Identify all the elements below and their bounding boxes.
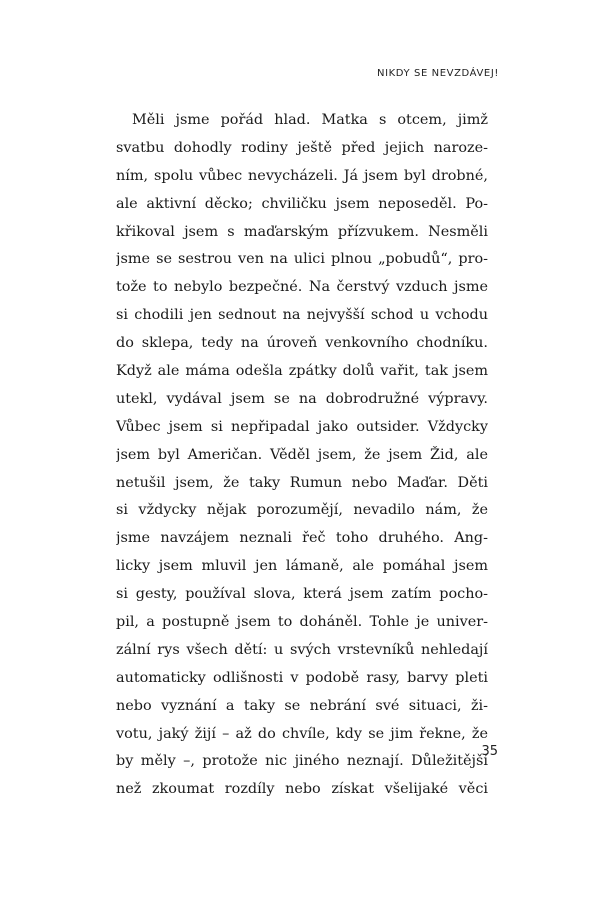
text-line: si gesty, používal slova, která jsem zatím pocho-	[116, 586, 488, 603]
text-line: zální rys všech dětí: u svých vrstevníků nehledají	[116, 641, 488, 658]
body-text	[116, 107, 488, 804]
text-line: automaticky odlišnosti v podobě rasy, barvy pleti	[116, 669, 488, 686]
text-line: Měli jsme pořád hlad. Matka s otcem, jimž	[132, 112, 488, 128]
text-line: Když ale máma odešla zpátky dolů vařit, tak jsem	[116, 363, 488, 380]
text-line: do sklepa, tedy na úroveň venkovního chodníku.	[116, 335, 488, 352]
text-line: svatbu dohodly rodiny ještě před jejich naroze-	[116, 139, 488, 156]
text-line: votu, jaký žijí – až do chvíle, kdy se jim řekne, že	[116, 725, 488, 742]
text-line: licky jsem mluvil jen lámaně, ale pomáhal jsem	[116, 558, 488, 575]
text-line: utekl, vydával jsem se na dobrodružné výpravy.	[116, 390, 488, 407]
text-line: si vždycky nějak porozumějí, nevadilo nám, že	[116, 502, 488, 519]
text-line: jsem byl Američan. Věděl jsem, že jsem Žid, ale	[116, 446, 488, 463]
text-line: jsme navzájem neznali řeč toho druhého. Ang-	[116, 530, 488, 547]
text-line: pil, a postupně jsem to doháněl. Tohle je univer-	[116, 614, 488, 631]
text-line: by měly –, protože nic jiného neznají. Důležitější	[116, 753, 488, 770]
text-line: křikoval jsem s maďarským přízvukem. Nesměli	[116, 223, 488, 240]
text-line: ním, spolu vůbec nevycházeli. Já jsem byl drobné,	[116, 167, 488, 184]
text-line: nebo vyznání a taky se nebrání své situaci, ži-	[116, 697, 488, 714]
text-line: Vůbec jsem si nepřipadal jako outsider. Vždycky	[116, 418, 488, 435]
text-line: ale aktivní děcko; chviličku jsem neposeděl. Po-	[116, 195, 488, 212]
text-line: jsme se sestrou ven na ulici plnou „pobudů“, pro-	[116, 251, 488, 268]
text-line: si chodili jen sednout na nejvyšší schod u vchodu	[116, 307, 488, 324]
text-line: tože to nebylo bezpečné. Na čerstvý vzduch jsme	[116, 279, 488, 296]
text-line: netušil jsem, že taky Rumun nebo Maďar. Děti	[116, 474, 488, 491]
running-head-title: NIKDY SE NEVZDÁVEJ!	[376, 68, 499, 79]
text-line: než zkoumat rozdíly nebo získat všelijaké věci	[116, 781, 488, 798]
page-number: 35	[481, 744, 498, 759]
